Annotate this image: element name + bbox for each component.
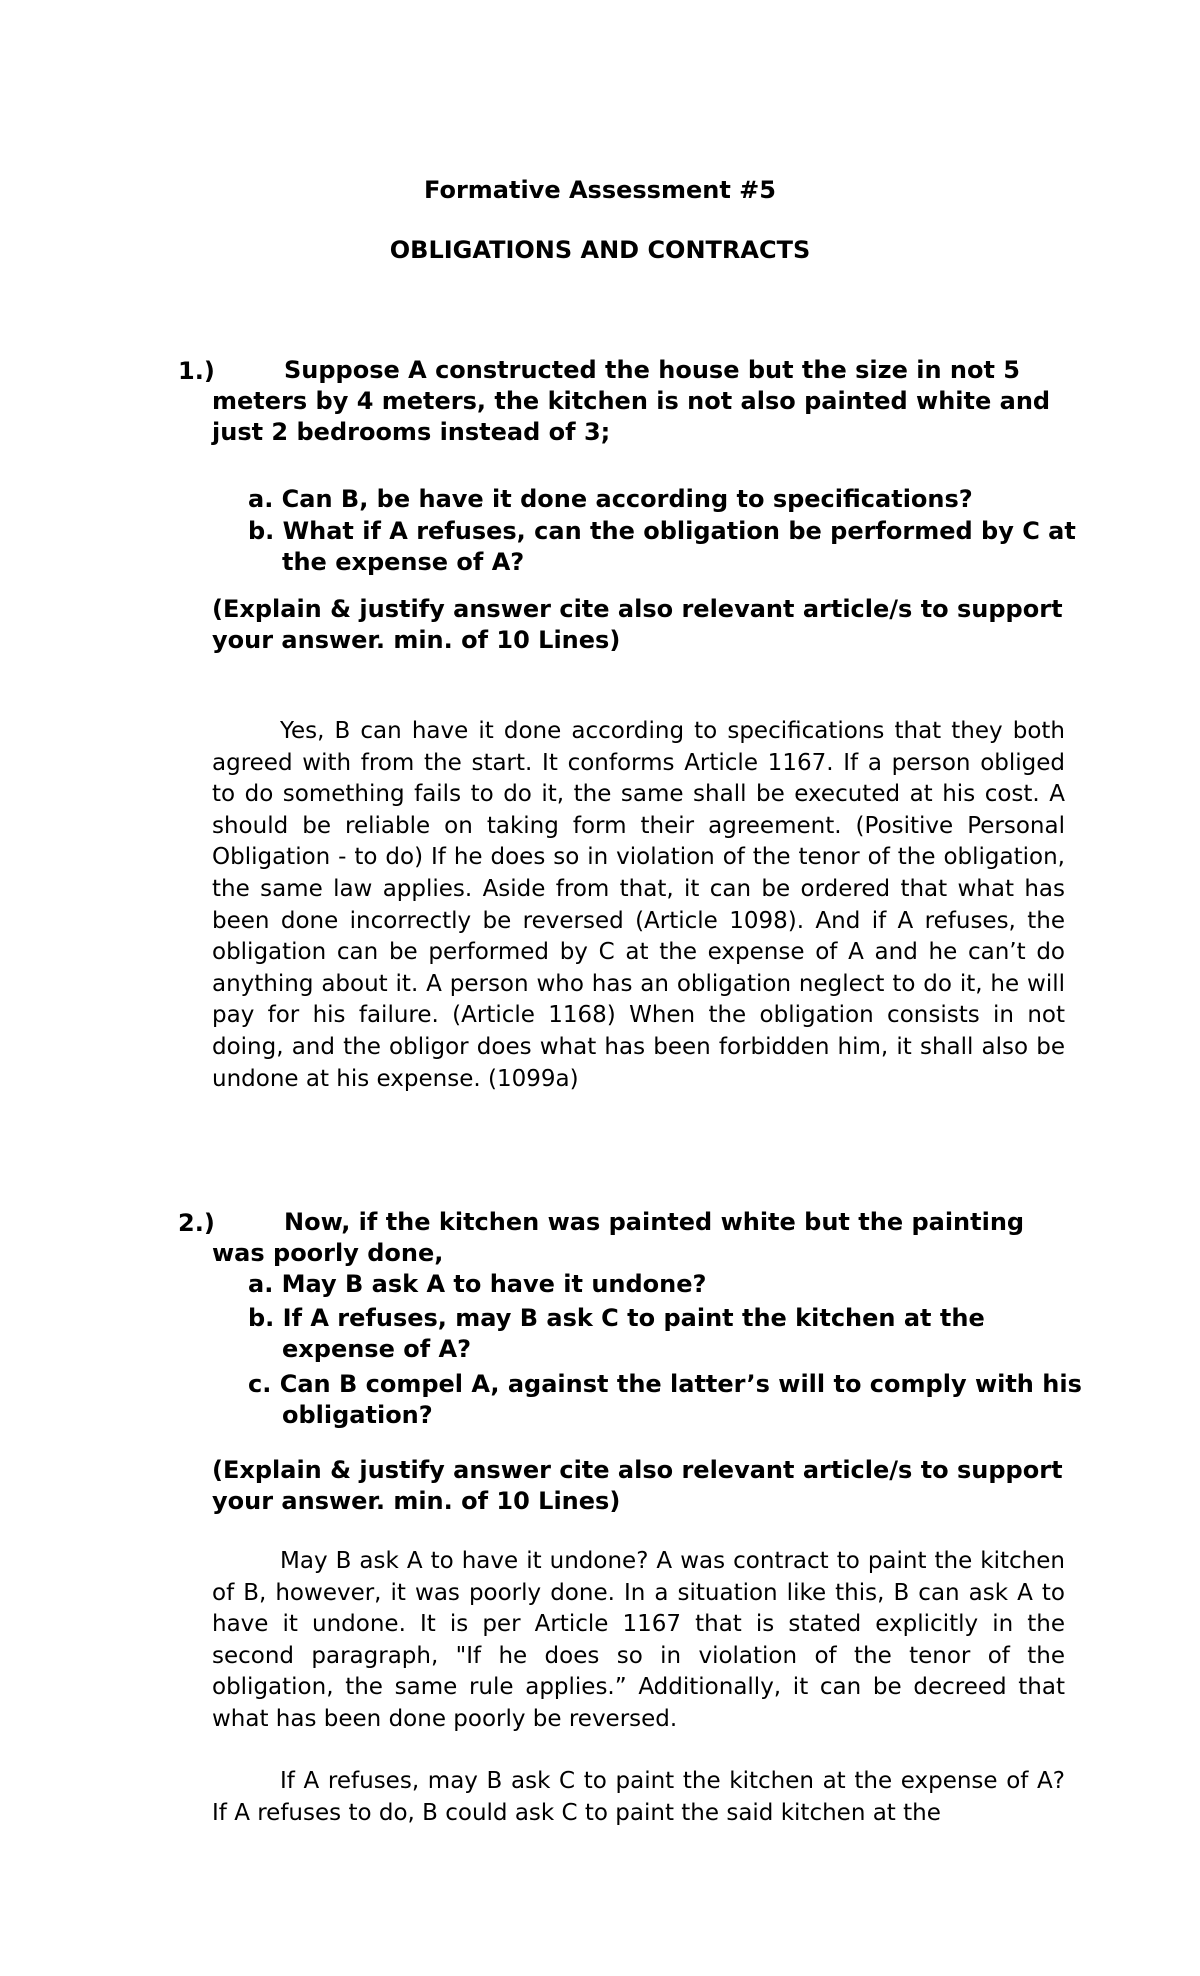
sub-question-b: b. If A refuses, may B ask C to paint the kitchen at the expense of A?	[248, 1304, 985, 1363]
question-text: Now, if the kitchen was painted white but the painting was poorly done,	[212, 1208, 1025, 1267]
question-number: 2.)	[178, 1209, 215, 1237]
question-number: 1.)	[178, 357, 215, 385]
sub-question-c: c. Can B compel A, against the latter’s will to comply with his obligation?	[248, 1370, 1082, 1429]
document-subtitle: OBLIGATIONS AND CONTRACTS	[389, 236, 811, 264]
sub-question-a: a. May B ask A to have it undone?	[248, 1270, 707, 1298]
document-title: Formative Assessment #5	[424, 176, 776, 204]
sub-question-b: b. What if A refuses, can the obligation be performed by C at the expense of A?	[248, 517, 1076, 576]
answer-paragraph: Yes, B can have it done according to specifications that they both agreed with from the start. It conforms Article 1167. If a person obliged to do something fails to do it, the same shall be executed at his cost. A should be reliable on taking form their agreement. (Positive Personal Obligation - to do) If he does so in violation of the tenor of the obligation, the same law applies. Aside from that, it can be ordered that what has been done incorrectly be reversed (Article 1098). And if A refuses, the obligation can be performed by C at the expense of A and he can’t do anything about it. A person who has an obligation neglect to do it, he will pay for his failure. (Article 1168) When the obligation consists in not doing, and the obligor does what has been forbidden him, it shall also be undone at his expense. (1099a)	[212, 718, 1065, 1092]
sub-question-a: a. Can B, be have it done according to specifications?	[248, 485, 973, 513]
answer-paragraph: If A refuses, may B ask C to paint the kitchen at the expense of A? If A refuses to do, B could ask C to paint the said kitchen at the	[212, 1768, 1065, 1826]
answer-paragraph: May B ask A to have it undone? A was contract to paint the kitchen of B, however, it was poorly done. In a situation like this, B can ask A to have it undone. It is per Article 1167 that is stated explicitly in the second paragraph, "If he does so in violation of the tenor of the obligation, the same rule applies.” Additionally, it can be decreed that what has been done poorly be reversed.	[212, 1548, 1065, 1732]
answer-instruction: (Explain & justify answer cite also relevant article/s to support your answer. min. of 10 Lines)	[212, 595, 1063, 654]
answer-instruction: (Explain & justify answer cite also relevant article/s to support your answer. min. of 10 Lines)	[212, 1456, 1063, 1515]
question-text: Suppose A constructed the house but the size in not 5 meters by 4 meters, the kitchen is not also painted white and just 2 bedrooms instead of 3;	[212, 356, 1051, 446]
